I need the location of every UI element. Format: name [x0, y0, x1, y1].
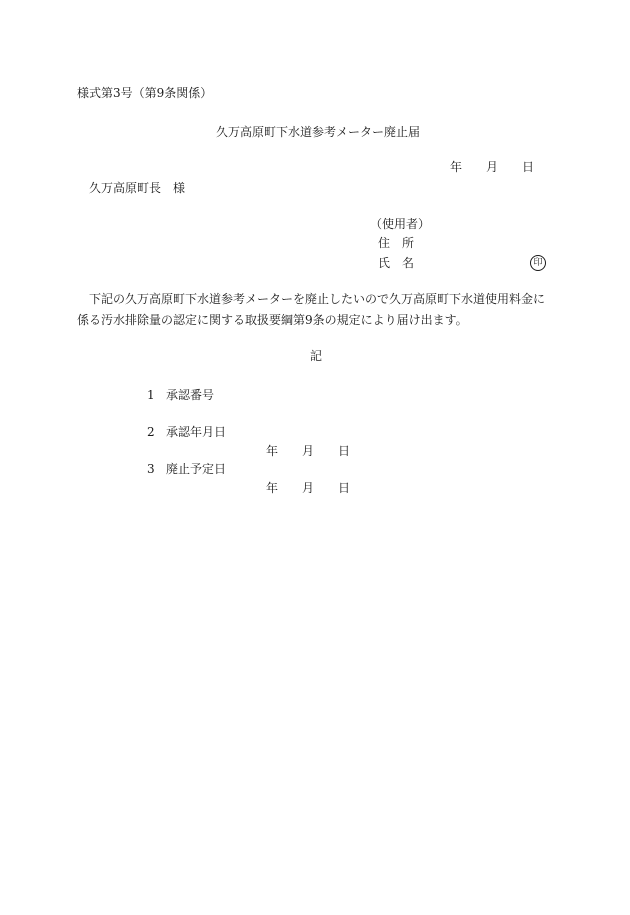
body-paragraph: 下記の久万高原町下水道参考メーターを廃止したいので久万高原町下水道使用料金に係る汚水排除量の認定に関する取扱要綱第9条の規定により届け出ます。	[77, 292, 546, 327]
item-label: 承認番号	[166, 388, 215, 402]
header-date-month: 月	[486, 160, 499, 174]
item-number: 3	[147, 462, 155, 476]
item-number: 2	[147, 425, 155, 439]
item-label: 承認年月日	[166, 425, 227, 439]
applicant-heading: （使用者）	[370, 217, 431, 231]
form-label: 様式第3号（第9条関係）	[77, 86, 213, 100]
item-date-year: 年	[266, 481, 279, 495]
item-date-day: 日	[338, 481, 351, 495]
item-date-year: 年	[266, 444, 279, 458]
addressee: 久万高原町長 様	[89, 181, 186, 195]
ki-heading: 記	[310, 349, 323, 363]
seal-mark: 印	[530, 255, 546, 271]
document-title: 久万高原町下水道参考メーター廃止届	[216, 125, 421, 139]
header-date-day: 日	[522, 160, 535, 174]
item-date-month: 月	[302, 444, 315, 458]
address-label: 住 所	[378, 236, 415, 250]
header-date-year: 年	[450, 160, 463, 174]
item-label: 廃止予定日	[166, 462, 227, 476]
item-date-month: 月	[302, 481, 315, 495]
item-number: 1	[147, 388, 155, 402]
name-label: 氏 名	[378, 256, 415, 270]
item-date-day: 日	[338, 444, 351, 458]
